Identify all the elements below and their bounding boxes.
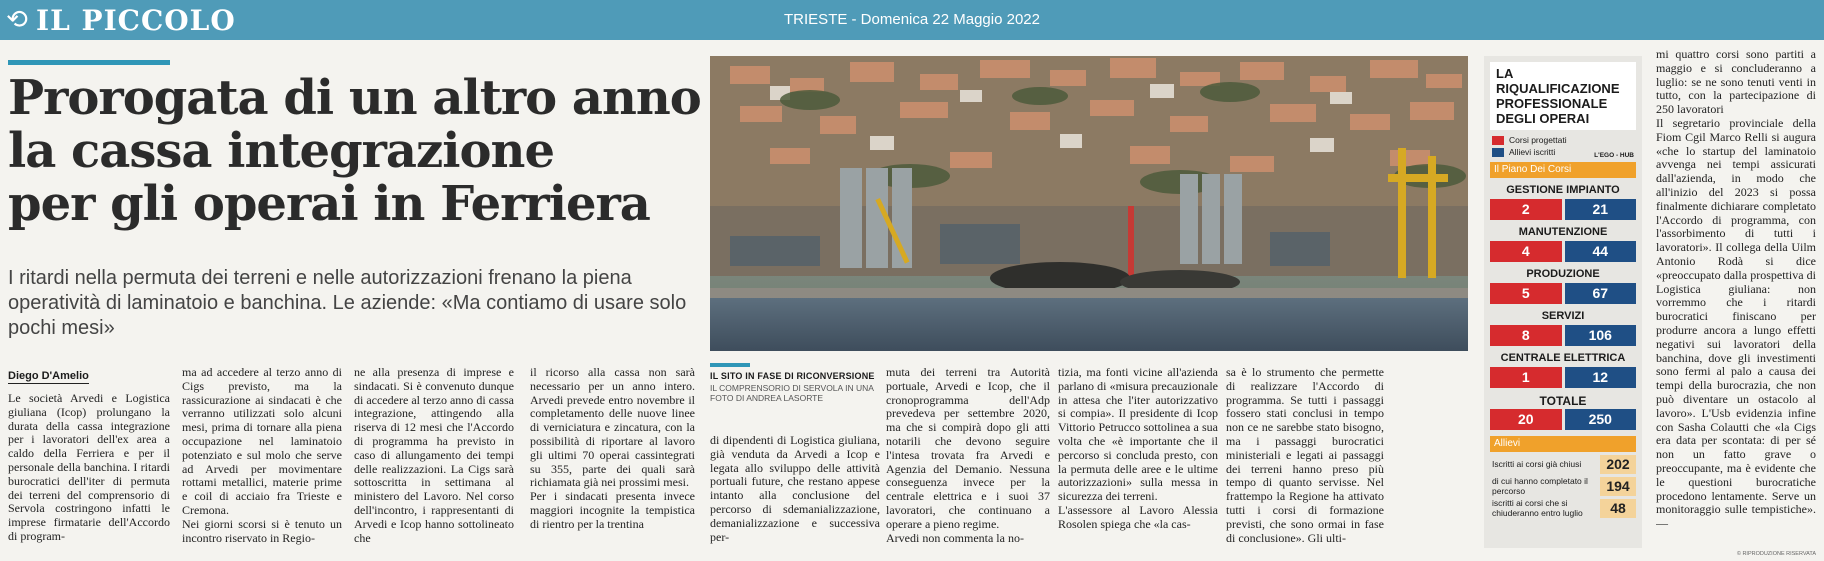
caption-text: IL COMPRENSORIO DI SERVOLA IN UNA FOTO DI ANDREA LASORTE xyxy=(710,383,874,403)
category-label: CENTRALE ELETTRICA xyxy=(1500,352,1626,364)
article-column: muta dei terreni tra Autorità portuale, Arvedi e Icop, che il cronoprogramma dell'Adp prevedeva per settembre 2020, ma che si compirà dopo gli atti notarili che devono seguire l'intesa trovata fra Arvedi e Agenzia del Demanio. Nessuna conseguenza invece per la centrale elettrica e i suoi 37 lavoratori, che continuano a operare a pieno regime. Arvedi non commenta la no- xyxy=(886,366,1050,545)
caption-title: IL SITO IN FASE DI RICONVERSIONE xyxy=(710,371,875,381)
category-produzione xyxy=(1490,268,1636,304)
article-column: mi quattro corsi sono partiti a maggio e si concluderanno a luglio: se ne sono tenuti venti in tutto, con la partecipazione di 250 lavoratori Il segretario provinciale della Fiom Cgil Marco Relli si augura «che lo startup del laminatoio avvenga nei tempi assicurati dall'azienda, in modo che all'inizio del 2023 si possa finalmente dichiarare completato l'Accordo di programma, con l'assorbimento di tutti i lavoratori». Il collega della Uilm Antonio Rodà si dice «preoccupato dalla prospettiva di Logistica giuliana: non vorremmo che i ritardi burocratici finiscano per produrre ancora a lungo effetti negativi sui lavoratori della banchina, dove gli investimenti sono fermi al palo a causa dei tempi della burocrazia, che non può diventare un ostacolo al lavoro». L'Usb evidenzia infine con Sasha Colautti che «la Cigs era data per scontata: di per sé non un fatto grave o preoccupante, ma è evidente che le questioni burocratiche procedono lentamente. Serve un monitoraggio sulle tempistiche».— xyxy=(1656,48,1816,531)
article-column: Le società Arvedi e Logistica giuliana (Icop) prolungano la durata della cassa integrazione per i lavoratori dell'ex area a caldo della Ferriera e per il personale della banchina. I ritardi burocratici dell'iter di permuta dei terreni del comprensorio di Servola costringono infatti le imprese firmatarie dell'Accordo di program- xyxy=(8,392,170,543)
allievi-value: 106 xyxy=(1565,325,1637,346)
dateline: TRIESTE - Domenica 22 Maggio 2022 xyxy=(784,11,1040,28)
allievi-value: 250 xyxy=(1565,409,1637,430)
infographic-title: LA RIQUALIFICAZIONE PROFESSIONALE DEGLI OPERAI xyxy=(1490,62,1636,130)
allievi-value: 21 xyxy=(1565,199,1637,220)
category-servizi xyxy=(1490,310,1636,346)
caption-rule xyxy=(710,363,750,367)
allievi-value: 12 xyxy=(1565,367,1637,388)
headline-line: Prorogata di un altro anno xyxy=(8,70,701,126)
allievi-row xyxy=(1492,455,1636,474)
allievi-row-label: Iscritti ai corsi già chiusi xyxy=(1492,458,1582,469)
category-centrale xyxy=(1490,352,1636,388)
allievi-row-value: 194 xyxy=(1600,477,1636,496)
legend-swatch-red xyxy=(1492,136,1504,145)
allievi-row-value: 48 xyxy=(1600,499,1636,518)
corsi-value: 8 xyxy=(1490,325,1562,346)
infographic-box xyxy=(1484,56,1642,548)
legend-swatch-blue xyxy=(1492,148,1504,157)
allievi-value: 44 xyxy=(1565,241,1637,262)
allievi-value: 67 xyxy=(1565,283,1637,304)
article-column: tizia, ma fonti vicine all'azienda parlano di «misura precauzionale in attesa che l'iter autorizzativo si compia». Il presidente di Icop Vittorio Petrucco sottolinea a sua volta che «è importante che il percorso si concluda presto, con la permuta delle aree e le ultime autorizzazioni» sulla messa in sicurezza dei terreni. L'assessore al Lavoro Alessia Rosolen spiega che «la cas- xyxy=(1058,366,1218,531)
top-bar xyxy=(0,0,1824,40)
category-manutenzione xyxy=(1490,226,1636,262)
legend-label: Corsi progettati xyxy=(1509,135,1567,145)
allievi-stats xyxy=(1484,455,1642,518)
category-gestione xyxy=(1490,184,1636,220)
back-arrow-icon[interactable]: ⟲ xyxy=(6,5,28,35)
source-credit: L'EGO - HUB xyxy=(1594,152,1634,159)
plan-label: Il Piano Dei Corsi xyxy=(1490,162,1636,178)
article-column: ma ad accedere al terzo anno di Cigs previsto, ma la rassicurazione ai sindacati è che verranno utilizzati solo alcuni mesi, prima di tornare alla piena occupazione nel laminatoio potenziato e sul molo che serve ad Arvedi per movimentare rottami metallici, materie prime e coil di acciaio fra Trieste e Cremona. Nei giorni scorsi si è tenuto un incontro riservato in Regio- xyxy=(182,366,342,545)
allievi-row-label: iscritti ai corsi che si chiuderanno entro luglio xyxy=(1492,498,1583,518)
corsi-value: 20 xyxy=(1490,409,1562,430)
article-column: il ricorso alla cassa non sarà necessario per un anno intero. Arvedi prevede entro novembre il completamento delle nuove linee di verniciatura e zincatura, con la possibilità di riportare al lavoro gli ultimi 70 operai cassintegrati su 355, parte dei quali sarà richiamata già nei prossimi mesi. Per i sindacati presenta invece maggiori incognite la tempistica di rientro per la trentina xyxy=(530,366,695,531)
legend-label: Allievi iscritti xyxy=(1509,147,1556,157)
corsi-value: 5 xyxy=(1490,283,1562,304)
accent-rule xyxy=(8,60,170,65)
corsi-value: 4 xyxy=(1490,241,1562,262)
copyright: © RIPRODUZIONE RISERVATA xyxy=(1736,551,1816,557)
legend-item xyxy=(1492,134,1636,146)
category-label: TOTALE xyxy=(1539,394,1587,408)
category-label: PRODUZIONE xyxy=(1526,268,1600,280)
article-column: ne alla presenza di imprese e sindacati. Si è convenuto dunque di accedere al terzo anno di cassa integrazione, attingendo alla riserva di 12 mesi che l'Accordo di programma ha previsto in caso di allungamento dei tempi delle realizzazioni. La Cigs sarà sottoscritta in settimana al ministero del Lavoro. Nel corso dell'incontro, i rappresentanti di Arvedi e Icop hanno sottolineato che xyxy=(354,366,514,545)
photo-caption xyxy=(710,363,880,403)
category-label: SERVIZI xyxy=(1541,310,1585,322)
allievi-row-value: 202 xyxy=(1600,455,1636,474)
allievi-row xyxy=(1492,499,1636,518)
headline-line: la cassa integrazione xyxy=(8,123,554,179)
photo-ferriera-servola xyxy=(710,56,1468,351)
category-label: GESTIONE IMPIANTO xyxy=(1506,184,1620,196)
standfirst: I ritardi nella permuta dei terreni e nelle autorizzazioni frenano la piena operatività di laminatoio e banchina. Le aziende: «Ma contiamo di usare solo pochi mesi» xyxy=(8,267,687,339)
corsi-value: 1 xyxy=(1490,367,1562,388)
corsi-value: 2 xyxy=(1490,199,1562,220)
headline-line: per gli operai in Ferriera xyxy=(8,176,650,232)
article-column: sa è lo strumento che permette di realizzare l'Accordo di programma. Se tutti i passaggi fossero stati conclusi in tempo non ce ne sarebbe stato bisogno, ma i passaggi burocratici ministeriali e legati ai passaggi dei terreni hanno preso più tempo di quanto servisse. Nel frattempo la Regione ha attivato tutti i corsi di formazione previsti, che sono ormai in fase di conclusione». Gli ulti- xyxy=(1226,366,1384,545)
allievi-label: Allievi xyxy=(1490,436,1636,452)
allievi-row xyxy=(1492,477,1636,496)
newspaper-logo: IL PICCOLO xyxy=(36,3,236,37)
allievi-row-label: di cui hanno completato il percorso xyxy=(1492,476,1588,496)
article-column: di dipendenti di Logistica giuliana, già venduta da Arvedi a Icop e legata allo sviluppo delle attività portuali future, che restano appese intanto alla conclusione del percorso di sdemanializzazione, demanializzazione e successiva per- xyxy=(710,434,880,544)
category-totale xyxy=(1490,394,1636,430)
headline xyxy=(8,72,708,231)
byline: Diego D'Amelio xyxy=(8,370,89,382)
category-label: MANUTENZIONE xyxy=(1518,226,1608,238)
